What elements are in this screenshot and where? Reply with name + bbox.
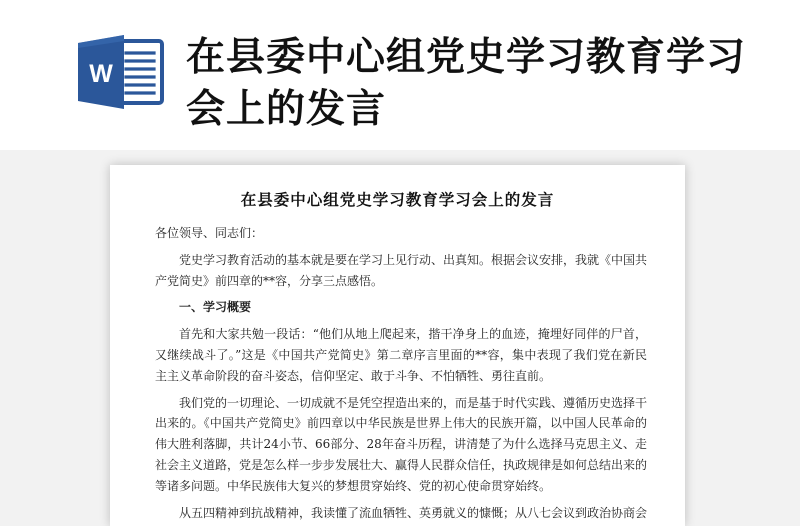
- word-letter: W: [89, 60, 113, 88]
- paragraph-1: 党史学习教育活动的基本就是要在学习上见行动、出真知。根据会议安排，我就《中国共产党简史》前四章的**容，分享三点感悟。: [155, 252, 648, 288]
- document-body: [155, 223, 647, 526]
- page-title: 在县委中心组党史学习教育学习会上的发言: [186, 35, 747, 132]
- section-heading-1: 一、学习概要: [179, 300, 252, 315]
- document-page[interactable]: [110, 165, 685, 526]
- paragraph-3: 我们党的一切理论、一切成就不是凭空捏造出来的，而是基于时代实践、遵循历史选择干出来的。《中国共产党简史》前四章以中华民族是世界上伟大的民族开篇，以中国人民革命的伟大胜利落脚，共计24小节、66部分、28年奋斗历程，讲清楚了为什么选择马克思主义、走社会主义道路，党是怎么样一步步发展壮大、赢得人民群众信任，执政规律是如何总结出来的等诸多问题。中华民族伟大复兴的梦想贯穿始终、党的初心使命贯穿始终。: [155, 395, 648, 493]
- header: [0, 0, 800, 150]
- paragraph-2: 首先和大家共勉一段话：“他们从地上爬起来，揩干净身上的血迹，掩埋好同伴的尸首，又继续战斗了。”这是《中国共产党简史》第二章序言里面的**容，集中表现了我们党在新民主主义革命阶段的奋斗姿态，信仰坚定、敢于斗争、不怕牺牲、勇往直前。: [155, 327, 647, 383]
- greeting: 各位领导、同志们：: [155, 226, 264, 240]
- paragraph-4: 从五四精神到抗战精神，我读懂了流血牺牲、英勇就义的慷慨；从八七会议到政治协商会: [179, 505, 648, 520]
- document-title: 在县委中心组党史学习教育学习会上的发言: [240, 190, 555, 209]
- word-document-icon: [76, 33, 166, 111]
